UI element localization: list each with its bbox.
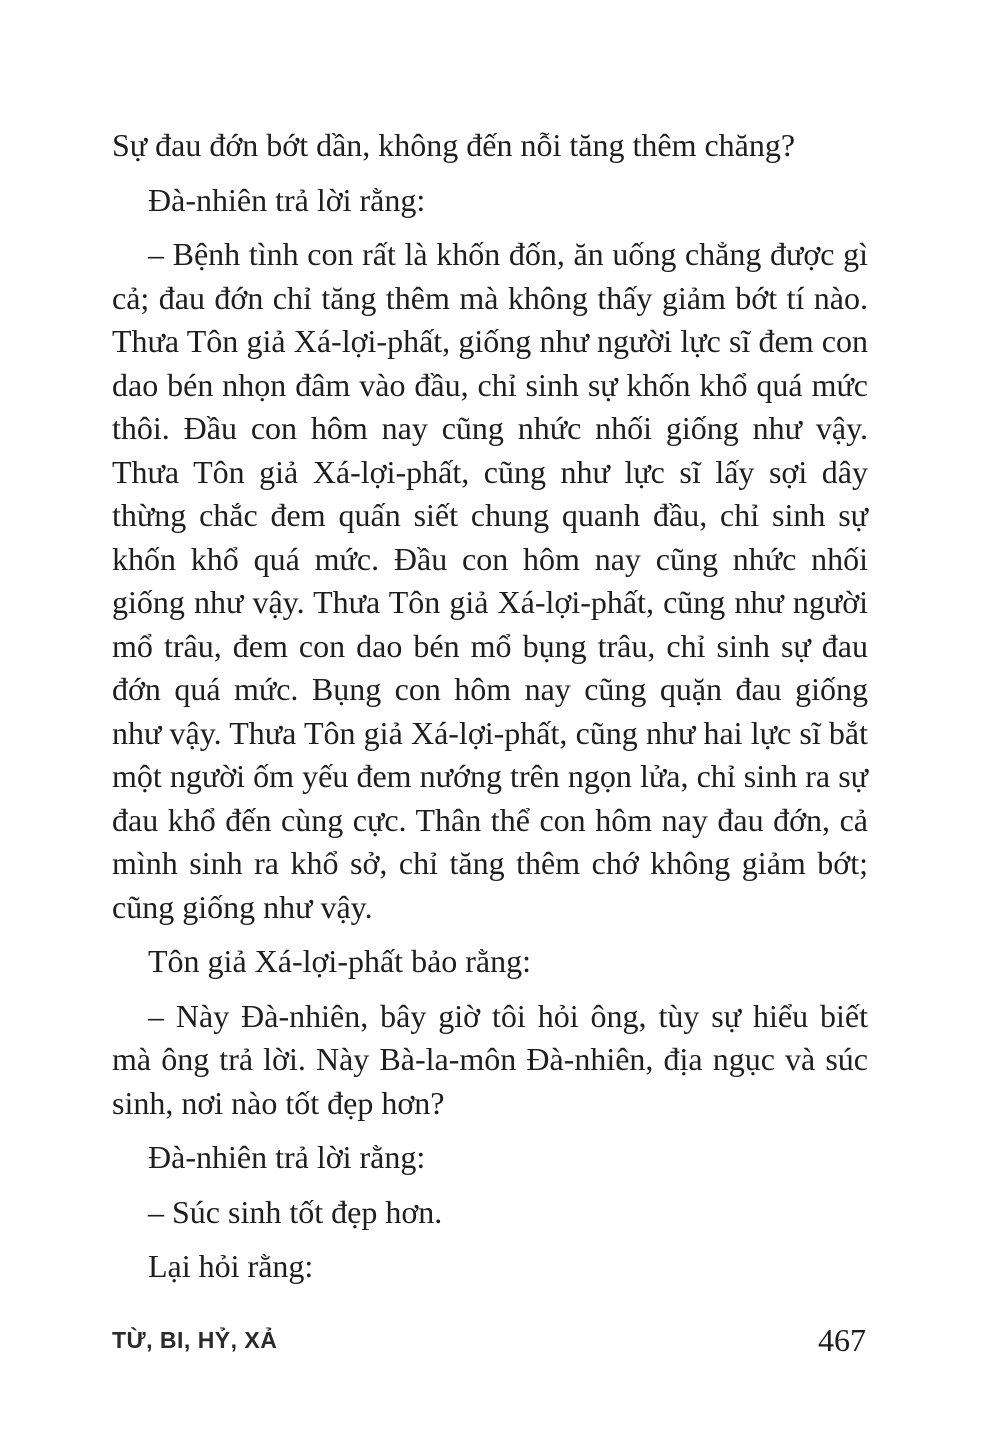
paragraph: Đà-nhiên trả lời rằng: bbox=[148, 181, 426, 218]
paragraph: – Này Đà-nhiên, bây giờ tôi hỏi ông, tùy sự hiểu biết mà ông trả lời. Này Bà-la-môn Đà-nhiên, địa ngục và súc sinh, nơi nào tốt đẹp hơn? bbox=[112, 997, 868, 1121]
paragraph: Lại hỏi rằng: bbox=[148, 1248, 314, 1284]
paragraph: Tôn giả Xá-lợi-phất bảo rằng: bbox=[148, 943, 532, 979]
paragraph: – Bệnh tình con rất là khốn đốn, ăn uống chẳng được gì cả; đau đớn chỉ tăng thêm mà không thấy giảm bớt tí nào. Thưa Tôn giả Xá-lợi-phất, giống như người lực sĩ đem con dao bén nhọn đâm vào đầu, chỉ sinh sự khốn khổ quá mức thôi. Đầu con hôm nay cũng nhức nhối giống như vậy. Thưa Tôn giả Xá-lợi-phất, cũng như lực sĩ lấy sợi dây thừng chắc đem quấn siết chung quanh đầu, chỉ sinh sự khốn khổ quá mức. Đầu con hôm nay cũng nhức nhối giống như vậy. Thưa Tôn giả Xá-lợi-phất, cũng như người mổ trâu, đem con dao bén mổ bụng trâu, chỉ sinh sự đau đớn quá mức. Bụng con hôm nay cũng quặn đau giống như vậy. Thưa Tôn giả Xá-lợi-phất, cũng như hai lực sĩ bắt một người ốm yếu đem nướng trên ngọn lửa, chỉ sinh ra sự đau khổ đến cùng cực. Thân thể con hôm nay đau đớn, cả mình sinh ra khổ sở, chỉ tăng thêm chớ không giảm bớt; cũng giống như vậy. bbox=[112, 236, 868, 925]
running-footer-title: TỪ, BI, HỶ, XẢ bbox=[112, 1327, 278, 1353]
page-number: 467 bbox=[818, 1322, 866, 1358]
paragraph: Sự đau đớn bớt dần, không đến nỗi tăng thêm chăng? bbox=[112, 127, 796, 163]
body-text bbox=[112, 124, 868, 1300]
paragraph: – Súc sinh tốt đẹp hơn. bbox=[148, 1193, 443, 1230]
paragraph: Đà-nhiên trả lời rằng: bbox=[148, 1139, 426, 1175]
